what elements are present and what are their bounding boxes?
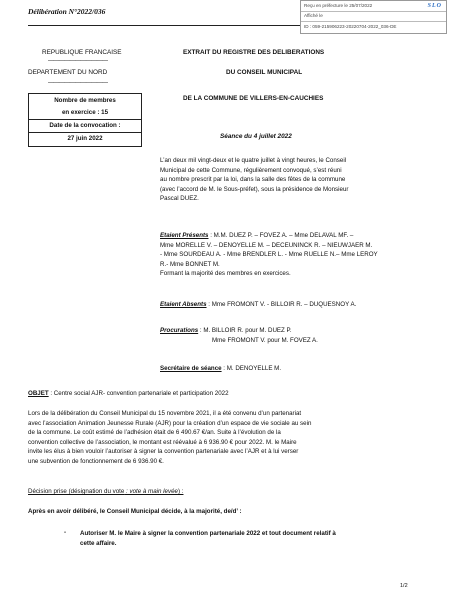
body-line: invite les élus à bien vouloir l’autoriser à signer la convention partenariale avec l’AJR et à lui verser bbox=[28, 448, 299, 455]
intro-paragraph bbox=[160, 156, 422, 204]
presents-line: : M.M. DUEZ P. – FOVEZ A. – Mme DELAVAL MF. – bbox=[208, 232, 354, 239]
prefecture-stamp bbox=[300, 0, 447, 34]
stamp-separator bbox=[301, 21, 446, 22]
procurations-line: Mme FROMONT V. pour M. FOVEZ A. bbox=[212, 336, 318, 344]
page-number: 1/2 bbox=[400, 583, 408, 589]
objet-label: OBJET bbox=[28, 390, 49, 397]
separator-dashes: ——————————— bbox=[48, 80, 108, 86]
decision-label: Décision prise (désignation du vote bbox=[28, 488, 125, 495]
presents-line: R.- Mme BONNET M. bbox=[160, 260, 220, 268]
convocation-date: 27 juin 2022 bbox=[67, 135, 103, 142]
members-value: en exercice : 15 bbox=[61, 109, 109, 116]
seance-date: Séance du 4 juillet 2022 bbox=[220, 133, 292, 140]
body-line: avec l’association Animation Jeunesse Rurale (AJR) pour la création d’un espace de vie sociale au sein bbox=[28, 419, 312, 427]
presents-majority: Formant la majorité des membres en exercices. bbox=[160, 270, 291, 277]
presents-section bbox=[160, 231, 422, 279]
presents-line: - Mme SOURDEAU A. - Mme BRENDLER L. - Mme RUELLE N.– Mme LEROY bbox=[160, 251, 378, 258]
decision-vote: : vote à main levée bbox=[124, 488, 178, 495]
bullet-line: cette affaire. bbox=[80, 539, 117, 547]
intro-line: Pascal DUEZ. bbox=[160, 195, 199, 202]
objet-text: : Centre social AJR- convention partenariale et participation 2022 bbox=[48, 390, 229, 397]
conseil-title: DU CONSEIL MUNICIPAL bbox=[226, 69, 303, 76]
procurations-label: Procurations bbox=[160, 327, 199, 334]
decision-close: ) : bbox=[177, 488, 184, 495]
deliberation-reference: Délibération N°2022/036 bbox=[28, 7, 106, 16]
body-line: une subvention de fonctionnement de 6 936.90 €. bbox=[28, 457, 164, 465]
presents-label: Etaient Présents bbox=[160, 232, 209, 239]
members-info-box bbox=[28, 93, 142, 147]
stamp-received-line: Reçu en préfecture le 25/07/2022 bbox=[304, 3, 373, 8]
body-line: Lors de la délibération du Conseil Municipal du 15 novembre 2021, il a été convenu d’un partenariat bbox=[28, 410, 302, 417]
absents-section bbox=[160, 300, 422, 310]
intro-line: au nombre prescrit par la loi, dans la salle des fêtes de la commune bbox=[160, 176, 346, 183]
stamp-posted-line: Affiché le bbox=[304, 13, 323, 18]
departement-label: DEPARTEMENT DU NORD bbox=[28, 69, 108, 76]
intro-line: Municipal de cette Commune, régulièrement convoqué, s’est réuni bbox=[160, 166, 342, 174]
box-divider bbox=[29, 119, 141, 120]
secretaire-text: : M. DENOYELLE M. bbox=[221, 365, 282, 372]
stamp-logo: SLO bbox=[427, 3, 442, 9]
bullet-item bbox=[80, 529, 422, 548]
presents-line: Mme MORELLE V. – DENOYELLE M. – DECEUNINCK R. – NIEUWJAER M. bbox=[160, 241, 373, 249]
stamp-separator bbox=[301, 11, 446, 12]
members-label: Nombre de membres bbox=[54, 97, 116, 104]
objet-section bbox=[28, 389, 422, 399]
body-line: de la commune. Le coût estimé de l’adhésion était de 6 490.67 €/an. Suite à l’évolution de la bbox=[28, 429, 281, 436]
secretaire-section bbox=[160, 364, 422, 374]
commune-title: DE LA COMMUNE DE VILLERS-EN-CAUCHIES bbox=[183, 95, 324, 102]
body-paragraph bbox=[28, 409, 422, 466]
procurations-section bbox=[160, 326, 422, 345]
body-line: convention collective de l’association, le montant est réévalué à 6 936.90 € pour 2022. M. le Maire bbox=[28, 438, 297, 446]
bullet-marker: - bbox=[64, 529, 67, 536]
separator-dashes: ——————————— bbox=[48, 58, 108, 64]
intro-line: (avec l’accord de M. le Sous-préfet), sous la présidence de Monsieur bbox=[160, 185, 349, 193]
absents-label: Etaient Absents bbox=[160, 301, 207, 308]
bullet-line: Autoriser M. le Maire à signer la convention partenariale 2022 et tout document relatif à bbox=[80, 530, 336, 537]
box-divider bbox=[29, 132, 141, 133]
decision-heading bbox=[28, 487, 422, 497]
stamp-id-line: ID : 059-215906223-20220704-2022_036-DE bbox=[304, 24, 397, 29]
extrait-title: EXTRAIT DU REGISTRE DES DELIBERATIONS bbox=[183, 49, 325, 56]
republique-label: REPUBLIQUE FRANCAISE bbox=[42, 49, 122, 56]
intro-line: L’an deux mil vingt-deux et le quatre juillet à vingt heures, le Conseil bbox=[160, 157, 347, 164]
convocation-label: Date de la convocation : bbox=[49, 122, 121, 129]
secretaire-label: Secrétaire de séance bbox=[160, 365, 222, 372]
procurations-line: : M. BILLOIR R. pour M. DUEZ P. bbox=[198, 327, 292, 334]
absents-text: : Mme FROMONT V. - BILLOIR R. – DUQUESNOY A. bbox=[206, 301, 357, 308]
conclusion-text: Après en avoir délibéré, le Conseil Municipal décide, à la majorité, de/d’ : bbox=[28, 508, 242, 515]
